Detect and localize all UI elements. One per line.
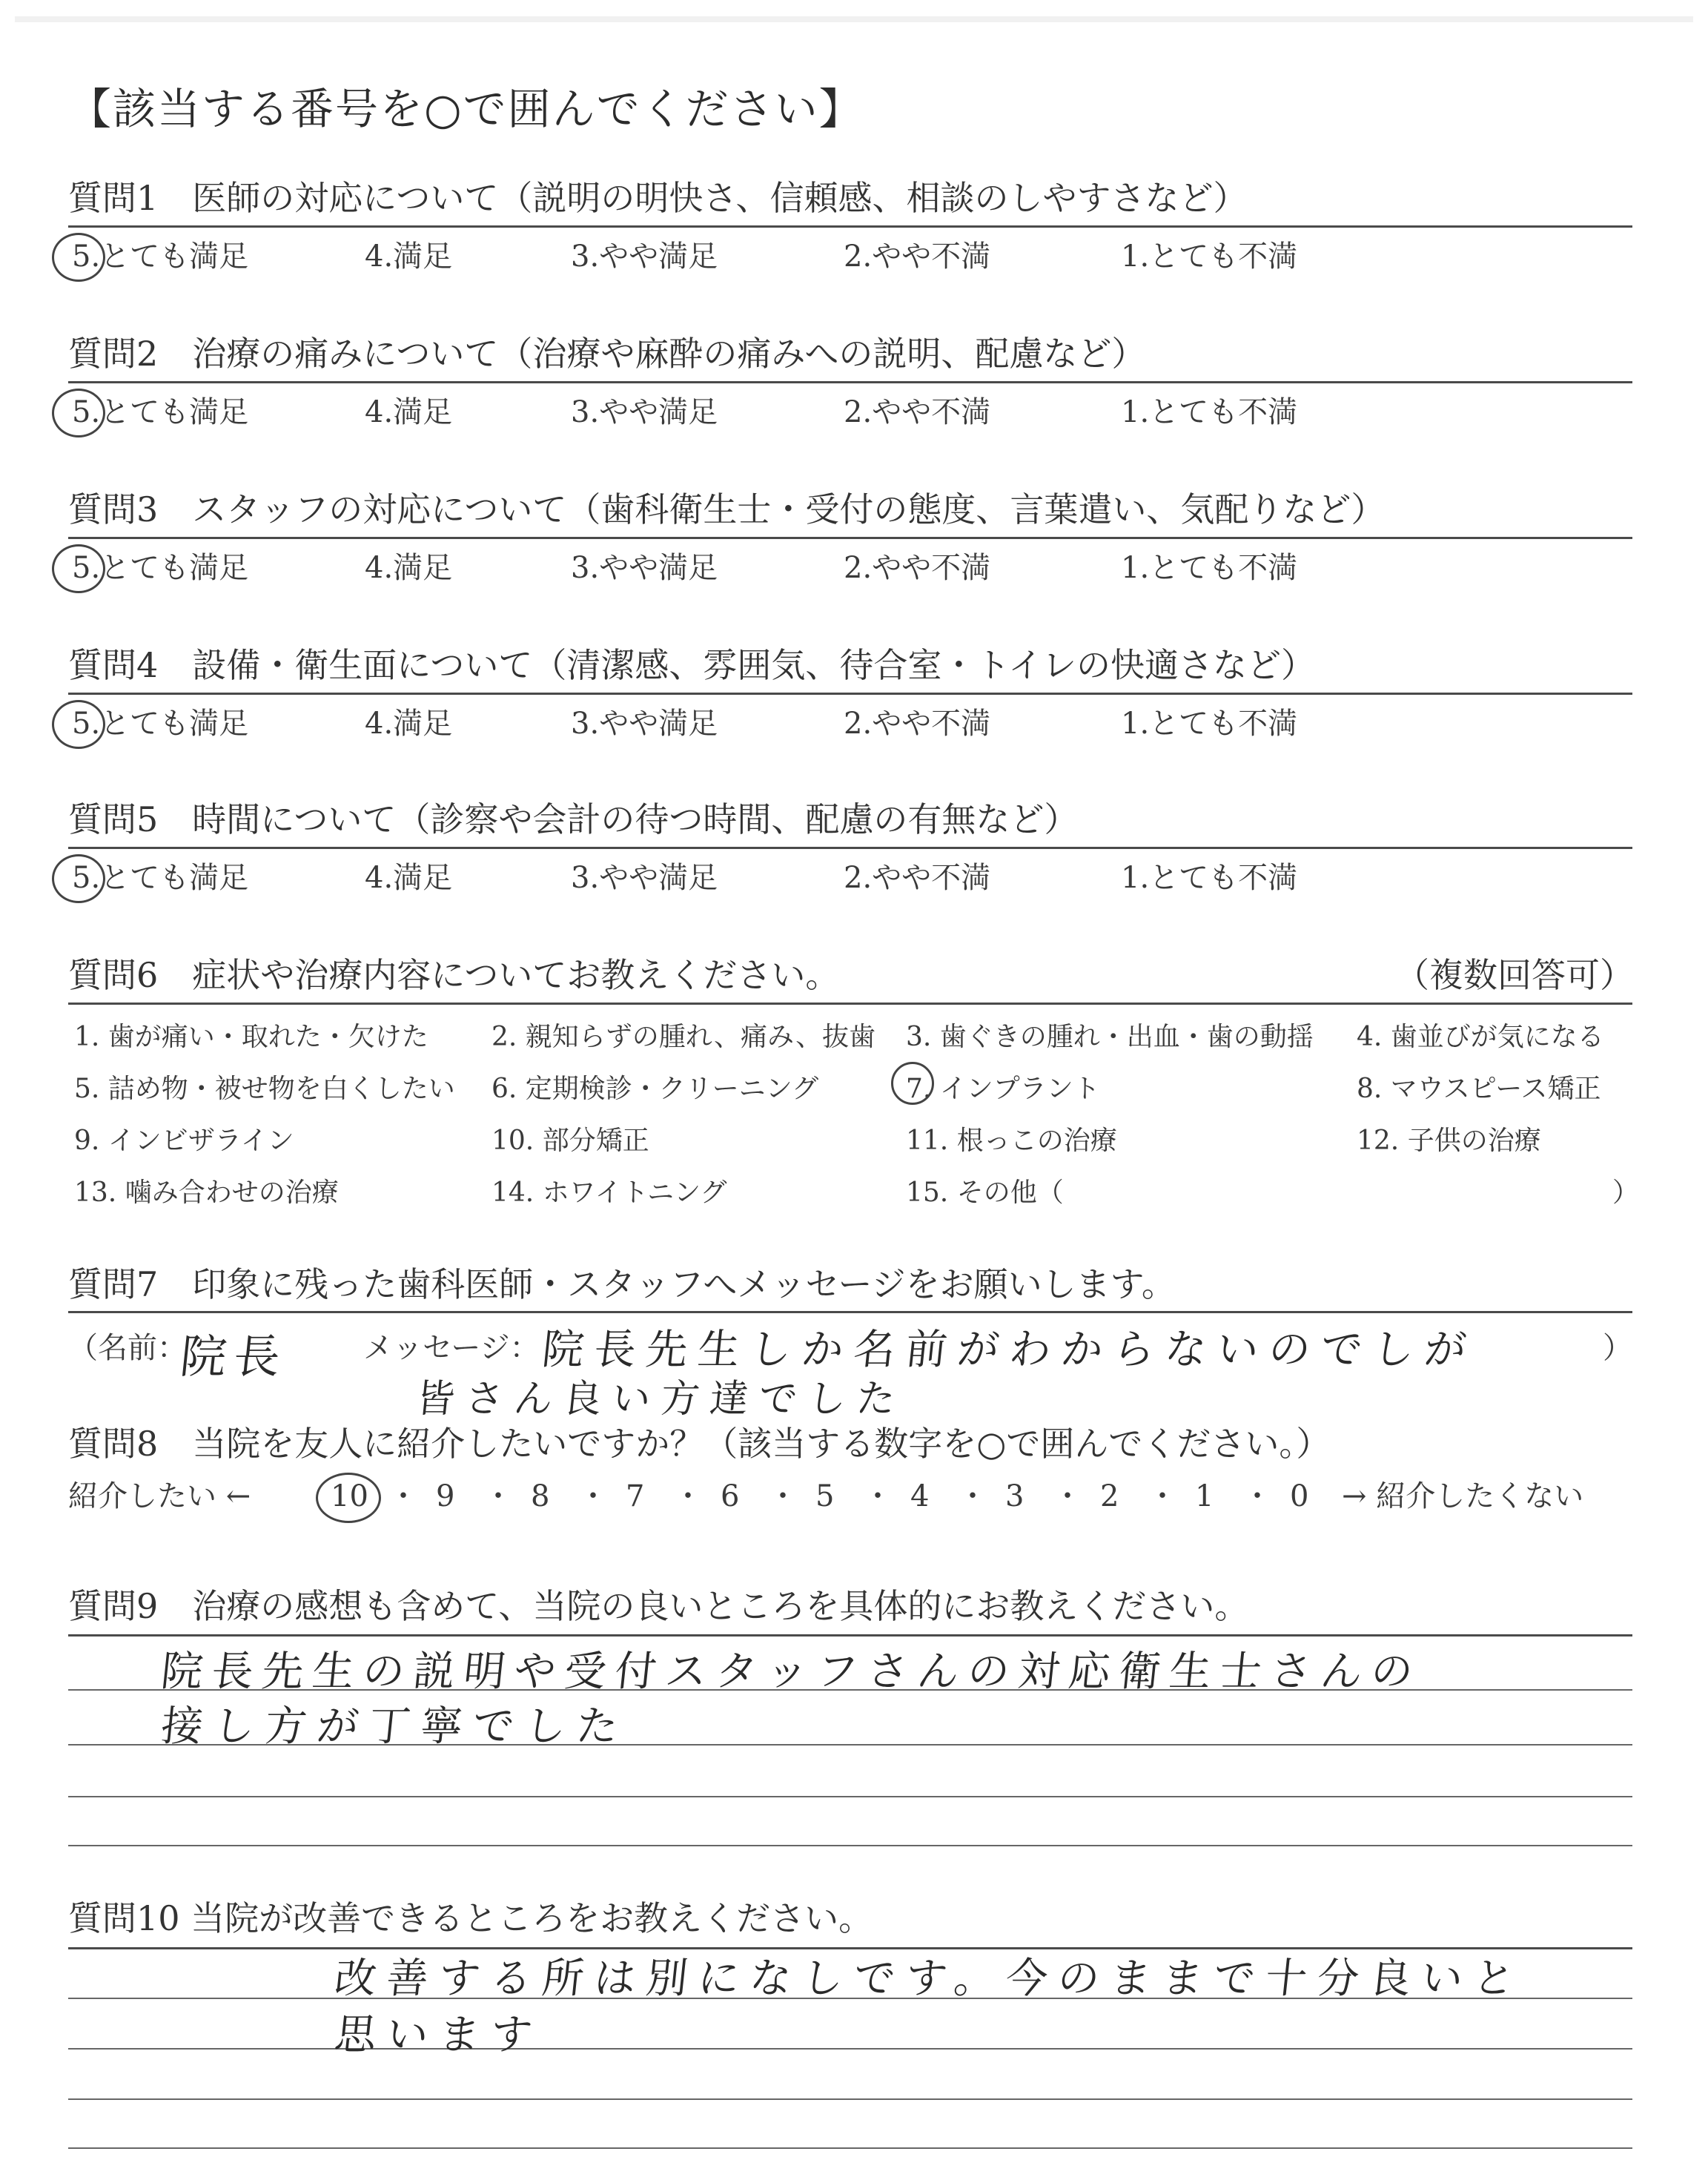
- q3-option-5[interactable]: 5.とても満足: [72, 551, 249, 585]
- question-5: [68, 796, 1634, 843]
- q2-option-2[interactable]: 2.やや不満: [844, 395, 991, 429]
- q4-option-2[interactable]: 2.やや不満: [844, 707, 991, 741]
- q3-option-2[interactable]: 2.やや不満: [844, 551, 991, 585]
- q2-option-3[interactable]: 3.やや満足: [571, 395, 718, 429]
- q1-option-2[interactable]: 2.やや不満: [844, 240, 991, 274]
- q4-option-5[interactable]: 5.とても満足: [72, 707, 249, 741]
- q8-dot: ・: [958, 1479, 987, 1513]
- q6-option-11[interactable]: 11. 根っこの治療: [906, 1126, 1117, 1156]
- q1-option-1[interactable]: 1.とても不満: [1121, 240, 1298, 274]
- q7-name-label: （名前：: [68, 1331, 187, 1365]
- q8-scale-4[interactable]: 4: [910, 1479, 930, 1513]
- q8-scale-6[interactable]: 6: [721, 1479, 740, 1513]
- question-2-rule: [68, 381, 1632, 383]
- question-4-options: [68, 703, 1634, 747]
- q6-option-15[interactable]: 15. その他（: [906, 1178, 1064, 1208]
- q1-option-4[interactable]: 4.満足: [365, 240, 453, 274]
- question-10: [68, 1895, 1634, 1942]
- question-7: [68, 1261, 1634, 1308]
- q1-option-5[interactable]: 5.とても満足: [72, 240, 249, 274]
- q8-scale-0[interactable]: 0: [1290, 1479, 1309, 1513]
- q6-option-5[interactable]: 5. 詰め物・被せ物を白くしたい: [74, 1074, 455, 1104]
- question-5-rule: [68, 847, 1632, 849]
- q5-option-5[interactable]: 5.とても満足: [72, 861, 249, 895]
- question-6-rule: [68, 1003, 1632, 1005]
- q6-option-8[interactable]: 8. マウスピース矯正: [1357, 1074, 1601, 1104]
- question-1-label: 質問1 医師の対応について（説明の明快さ、信頼感、相談のしやすさなど）: [68, 178, 1248, 218]
- q7-message-line-2[interactable]: 皆さん良い方達でした: [414, 1377, 908, 1421]
- q10-answer-text-1[interactable]: 改善する所は別になしです。今のままで十分良いと: [332, 1955, 1528, 2003]
- q6-selection-circle: [891, 1062, 934, 1105]
- q5-option-2[interactable]: 2.やや不満: [844, 861, 991, 895]
- q8-scale-3[interactable]: 3: [1005, 1479, 1025, 1513]
- question-6: [68, 951, 1634, 999]
- question-7-answer: [68, 1320, 1632, 1421]
- question-5-label: 質問5 時間について（診察や会計の待つ時間、配慮の有無など）: [68, 799, 1079, 839]
- question-7-label: 質問7 印象に残った歯科医師・スタッフへメッセージをお願いします。: [68, 1264, 1176, 1304]
- question-1: [68, 174, 1634, 222]
- q8-scale-9[interactable]: 9: [436, 1479, 455, 1513]
- question-6-options: [74, 1016, 1640, 1209]
- question-7-rule: [68, 1311, 1632, 1313]
- q3-option-1[interactable]: 1.とても不満: [1121, 551, 1298, 585]
- form-title: 【該当する番号を○で囲んでください】: [68, 84, 864, 134]
- question-4-label: 質問4 設備・衛生面について（清潔感、雰囲気、待合室・トイレの快適さなど）: [68, 645, 1316, 685]
- q8-dot: ・: [578, 1479, 608, 1513]
- q2-option-1[interactable]: 1.とても不満: [1121, 395, 1298, 429]
- q4-option-1[interactable]: 1.とても不満: [1121, 707, 1298, 741]
- q5-option-3[interactable]: 3.やや満足: [571, 861, 718, 895]
- q4-option-3[interactable]: 3.やや満足: [571, 707, 718, 741]
- q3-option-3[interactable]: 3.やや満足: [571, 551, 718, 585]
- q8-scale-10[interactable]: 10: [331, 1479, 368, 1513]
- question-8-label: 質問8 当院を友人に紹介したいですか？（該当する数字を○で囲んでください。）: [68, 1424, 1331, 1464]
- q8-dot: ・: [1053, 1479, 1082, 1513]
- q8-dot: ・: [768, 1479, 798, 1513]
- q6-option-4[interactable]: 4. 歯並びが気になる: [1357, 1022, 1604, 1052]
- q8-scale-7[interactable]: 7: [626, 1479, 645, 1513]
- question-6-note: （複数回答可）: [1395, 955, 1634, 995]
- q10-answer-text-2[interactable]: 思います: [332, 2011, 545, 2059]
- q1-selection-circle: [52, 233, 105, 282]
- q3-selection-circle: [52, 544, 105, 593]
- q2-option-5[interactable]: 5.とても満足: [72, 395, 249, 429]
- question-10-label: 質問10 当院が改善できるところをお教えください。: [68, 1898, 873, 1938]
- question-2: [68, 330, 1634, 377]
- q1-option-3[interactable]: 3.やや満足: [571, 240, 718, 274]
- q10-answer-line-2: [68, 2048, 1632, 2050]
- question-4-rule: [68, 693, 1632, 695]
- q2-option-4[interactable]: 4.満足: [365, 395, 453, 429]
- q6-option-1[interactable]: 1. 歯が痛い・取れた・欠けた: [74, 1022, 428, 1052]
- page-top-edge: [15, 16, 1693, 22]
- question-3-options: [68, 547, 1634, 592]
- question-8: [68, 1420, 1634, 1467]
- question-2-options: [68, 392, 1634, 436]
- q8-dot: ・: [1242, 1479, 1272, 1513]
- q3-option-4[interactable]: 4.満足: [365, 551, 453, 585]
- q5-option-1[interactable]: 1.とても不満: [1121, 861, 1298, 895]
- q9-answer-text-1[interactable]: 院長先生の説明や受付スタッフさんの対応衛生士さんの: [159, 1648, 1424, 1696]
- question-9-rule: [68, 1634, 1632, 1636]
- question-2-label: 質問2 治療の痛みについて（治療や麻酔の痛みへの説明、配慮など）: [68, 334, 1146, 374]
- q8-dot: ・: [673, 1479, 703, 1513]
- question-9-label: 質問9 治療の感想も含めて、当院の良いところを具体的にお教えください。: [68, 1586, 1249, 1626]
- q10-answer-line-3: [68, 2098, 1632, 2100]
- q6-option-13[interactable]: 13. 噛み合わせの治療: [74, 1178, 339, 1208]
- q10-answer-line-4: [68, 2147, 1632, 2149]
- q7-message-label: メッセージ：: [363, 1331, 540, 1365]
- q8-scale-2[interactable]: 2: [1100, 1479, 1119, 1513]
- q2-selection-circle: [52, 389, 105, 437]
- q8-scale-1[interactable]: 1: [1195, 1479, 1214, 1513]
- q4-selection-circle: [52, 700, 105, 749]
- q8-selection-circle: [316, 1473, 381, 1523]
- q8-dot: ・: [388, 1479, 418, 1513]
- q7-name-answer[interactable]: 院長: [177, 1330, 291, 1384]
- q6-option-10[interactable]: 10. 部分矯正: [491, 1126, 649, 1156]
- q8-dot: ・: [1148, 1479, 1177, 1513]
- q8-left-label: 紹介したい ←: [68, 1479, 251, 1513]
- q8-dot: ・: [483, 1479, 513, 1513]
- q6-option-14[interactable]: 14. ホワイトニング: [491, 1178, 727, 1208]
- question-6-label: 質問6 症状や治療内容についてお教えください。: [68, 955, 840, 995]
- q6-option-15-close: ）: [1612, 1178, 1640, 1208]
- q6-option-12[interactable]: 12. 子供の治療: [1357, 1126, 1541, 1156]
- q9-answer-line-4: [68, 1845, 1632, 1846]
- q5-option-4[interactable]: 4.満足: [365, 861, 453, 895]
- question-8-scale: [68, 1474, 1632, 1519]
- q9-answer-line-3: [68, 1796, 1632, 1797]
- question-1-rule: [68, 225, 1632, 228]
- q6-option-6[interactable]: 6. 定期検診・クリーニング: [491, 1074, 819, 1104]
- q5-selection-circle: [52, 854, 105, 903]
- q9-answer-text-2[interactable]: 接し方が丁寧でした: [159, 1702, 631, 1751]
- q8-scale-8[interactable]: 8: [531, 1479, 550, 1513]
- q8-dot: ・: [863, 1479, 893, 1513]
- q6-option-2[interactable]: 2. 親知らずの腫れ、痛み、抜歯: [491, 1022, 876, 1052]
- q8-right-label: → 紹介したくない: [1342, 1479, 1584, 1513]
- q8-scale-5[interactable]: 5: [815, 1479, 835, 1513]
- q7-message-line-1[interactable]: 院長先生しか名前がわからないのでしが: [540, 1326, 1479, 1374]
- q6-option-3[interactable]: 3. 歯ぐきの腫れ・出血・歯の動揺: [906, 1022, 1314, 1052]
- question-3: [68, 486, 1634, 533]
- question-5-options: [68, 857, 1634, 902]
- q6-option-9[interactable]: 9. インビザライン: [74, 1126, 294, 1156]
- q7-close-paren: ）: [1603, 1331, 1632, 1365]
- question-3-rule: [68, 537, 1632, 539]
- question-3-label: 質問3 スタッフの対応について（歯科衛生士・受付の態度、言葉遣い、気配りなど）: [68, 489, 1386, 529]
- q6-option-7[interactable]: 7. インプラント: [906, 1074, 1100, 1104]
- question-1-options: [68, 236, 1634, 280]
- question-4: [68, 641, 1634, 689]
- question-9: [68, 1582, 1634, 1630]
- q4-option-4[interactable]: 4.満足: [365, 707, 453, 741]
